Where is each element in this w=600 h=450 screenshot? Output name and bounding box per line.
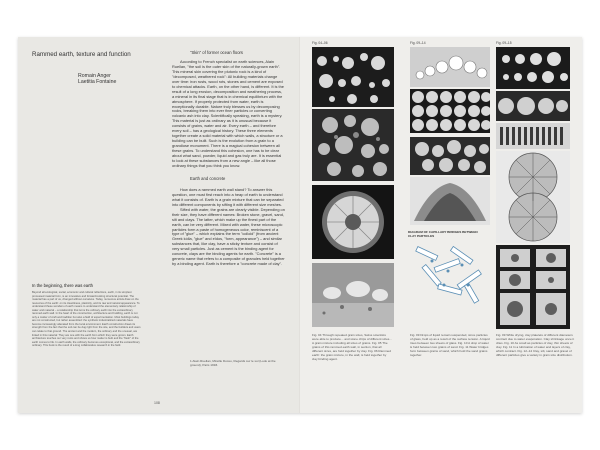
photo-grain-sizes	[312, 47, 394, 107]
left-page	[18, 37, 300, 413]
side-text-column	[32, 283, 142, 348]
figure-label: Fig. 09–15	[496, 41, 512, 45]
body-paragraph: Sifted with water, the grains are clearly visible. Depending on their size, they have different names: Broken stone, gravel, sand, silt and clays. The latter, which make up the finest part of the earth, can be very different. Mixed with water, these microscopic particles form a paste of homogeneous color, reminiscent of a type of "glue" – which explains the term "colloid" (from ancient Greek kólla, "glue" and eîdos, "form, appearance") – and similar substances that, like clay, have a sticky texture and consist of very small particles. Just as cement is the binding agent for concrete, clays are the binding agents for earth. "Concrete" is a generic name that refers to a composite of granules held together by a binding agent. Earth is therefore a "concrete made of clay".	[172, 206, 285, 267]
photo-earth-texture	[312, 263, 394, 327]
side-text: Beyond all ecological, social, economic and cultural reflections, earth, in its simplest processed material form, is an innovative and forward-looking structural potential. The material has a part of us, changed without ourselves. Today, numerous artists draw on the resources of the earth: on its cleanliness, plasticity, and its raw and natural appearance. To understand these wonders of earth means to understand the elementary relationship of water and material – a relationship that turns the ordinary earth into the extraordinary rammed earth wall. In the heart of the construction, architecture and building, earth is not only a matter of craft and tradition but also a field of experimentation. Most buildings today are not constructed, but rather assembled: the synthetic industrialized materials have become increasingly alienated from the local environment. Earth construction draws its strength from the fact that the soil can be dug right from the site, and the builders and users can relate to that ground. The ancient and the modern, the ordinary and the unusual, are linked in this material: They are one with the earth from which they were grown. Earth architecture touches our very roots and shows us how matter is built and the "flesh" of the earth comes to life. In earth walls, the ordinary becomes exceptional, and the extraordinary ordinary. This book is the result of a long collaborative research in the field.	[32, 291, 141, 348]
body-paragraph: How does a rammed earth wall stand? To answer this question, one must first reach into a heap of earth to understand what it consists of. Earth is a grain mixture that can be separated into different components by sifting it with different size meshes.	[172, 186, 284, 207]
photo-clay-plates	[496, 91, 570, 121]
photo-drops	[410, 47, 490, 87]
side-heading: In the beginning, there was earth	[32, 283, 93, 288]
figure-caption: Fig. 09 Drops of liquid remain suspended, since particles of glass, held up as a result of the surface tension. A liquid rises between two sheets of glass. Fig. 10 A drop of water is held between two grains of sand. Fig. 11 Water bridges form between grains of sand, which hold the sand grains together.	[410, 333, 490, 357]
photo-clay-discs	[496, 47, 570, 89]
figure-label: Fig. 04–06	[312, 41, 328, 45]
photo-sand-bridges	[410, 137, 490, 175]
photo-stone-chips	[312, 109, 394, 181]
section-heading: "Skin" of former ocean floors	[190, 50, 244, 55]
main-text-column	[172, 51, 285, 267]
footnote: 1 Alain Ruellan, Mireille Dosso, Regards sur le sol (Look at the ground), Paris 1993.	[190, 359, 276, 367]
chapter-title: Rammed earth, texture and function	[32, 51, 131, 58]
book-spread	[18, 37, 582, 413]
figure-caption: Fig. 09 While drying, clay platelets of different diameters contract due to water evaporation. Clay shrinkage once it dries. Fig. 10 As small as particles of clay, thin sheets of clay. Fig. 11 In a lubrication of water and layers of clay, which contract. Fig. 12–14 Clay, silt, sand and gravel of different particles give a variety in grain size distribution.	[496, 333, 575, 357]
photo-shrinkage-cells	[496, 151, 570, 243]
diagram-caption: DIAGRAM OF CAPILLARY BRIDGES BETWEEN CLAY PARTICLES	[408, 230, 478, 238]
photo-stone-bowl	[312, 185, 394, 259]
author-name: Laetitia Fontaine	[78, 79, 117, 86]
authors	[78, 73, 138, 86]
right-page	[300, 37, 582, 413]
author-name: Romain Anger	[78, 73, 111, 79]
capillary-bridges-diagram	[410, 243, 488, 305]
photo-glass-tubes	[410, 89, 490, 133]
page-number: 108	[154, 401, 160, 405]
photo-sand-heap	[410, 177, 490, 225]
figure-caption: Fig. 04 Through repeated grain sizes, Swiss scientists were able to produce... and stone chips of different sizes... A grain mixture including all sizes of grains. Fig. 05 The grains of this rammed earth wall, in section, that all different sizes, are held together by clay. Fig. 06 Rammed earth: the grain mixture, in the wall, is held together by clay binding agent.	[312, 333, 392, 361]
figure-label: Fig. 09–14	[410, 41, 426, 45]
body-paragraph: According to French specialist on earth sciences, Alain Ruellan, "the soil is the outer skin of the naturally-grown earth". This mineral skin covering the plutonic rock is a kind of "decomposed, weathered rock": All building materials change over time: iron rusts, wood rots, stones and cement are exposed to chemical attacks. Earth, on the other hand, is different. It is the result of a long erosion, decomposition and weathering process, a mineral in its final stage that is in chemical equilibrium with the atmosphere. If properly protected from water, earth is exceptionally durable. Nature truly blesses us by decomposing rocks, breaking them into ever finer particles or converting volcanic ash into clay. Scientifically speaking, earth is a mystery. This material is just as ordinary as it is unusual because it consists of grains, water and air. Every earth – and therefore every soil – has a geological history. These three elements together create a solid material with which walls, a structure or a building can be built. Such is the evolution from a grain to a grandiose monument. There is a magical cohesion between all these grains. To understand this cohesion, one has to be clear about what sand, powder, liquid and gas truly are. It is essential to look at these substances from a new angle – like all those ordinary things that you think you know.	[172, 58, 284, 168]
section-subheading: Earth and concrete	[190, 175, 226, 181]
photo-grain-layers	[496, 245, 570, 329]
photo-sediment-strips	[496, 123, 570, 149]
